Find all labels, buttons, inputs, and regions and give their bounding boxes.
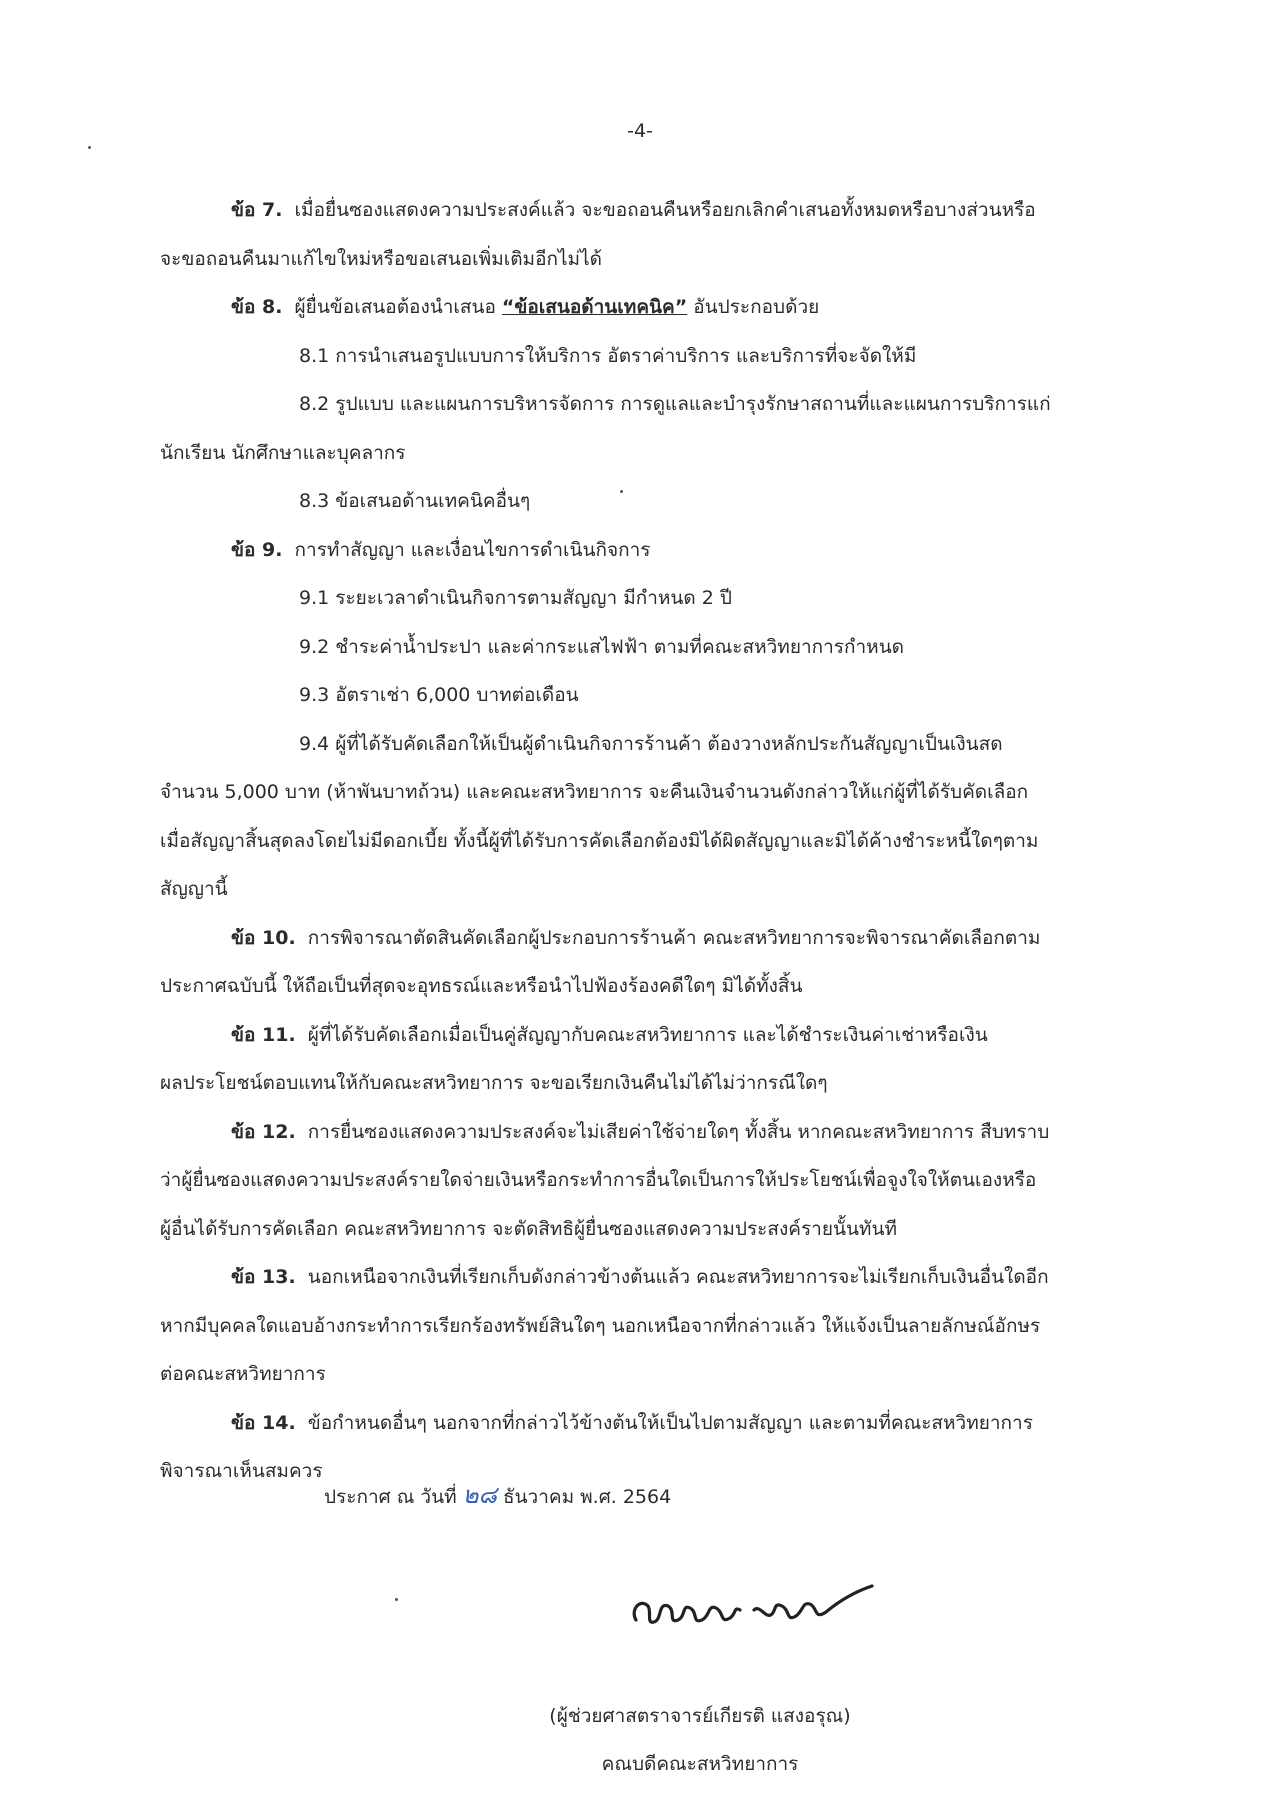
subclause-8-2: 8.2 รูปแบบ และแผนการบริหารจัดการ การดูแลและบำรุงรักษาสถานที่และแผนการบริการแก่ <box>299 393 1051 415</box>
subclause-8-2-continuation: นักเรียน นักศึกษาและบุคลากร <box>160 441 406 464</box>
scan-speck <box>395 1598 398 1601</box>
clause-14-continuation: พิจารณาเห็นสมควร <box>160 1460 323 1482</box>
clause-12 <box>160 1108 1150 1157</box>
clause-11 <box>160 1011 1150 1060</box>
clause-text: นอกเหนือจากเงินที่เรียกเก็บดังกล่าวข้างต้นแล้ว คณะสหวิทยาการจะไม่เรียกเก็บเงินอื่นใดอีก <box>307 1266 1049 1288</box>
signer-name: (ผู้ช่วยศาสตราจารย์เกียรติ แสงอรุณ) <box>549 1705 851 1727</box>
clause-heading: ข้อ 14. <box>231 1411 296 1434</box>
clause-heading: ข้อ 11. <box>231 1023 296 1046</box>
clause-7 <box>160 186 1150 235</box>
document-body <box>160 186 1150 1496</box>
clause-14 <box>160 1399 1150 1448</box>
announcement-prefix: ประกาศ ณ วันที่ <box>324 1486 457 1508</box>
clause-8 <box>160 283 1150 332</box>
clause-11-continuation: ผลประโยชน์ตอบแทนให้กับคณะสหวิทยาการ จะขอเรียกเงินคืนไม่ได้ไม่ว่ากรณีใดๆ <box>160 1072 828 1094</box>
clause-heading: ข้อ 13. <box>231 1266 296 1288</box>
clause-text: อันประกอบด้วย <box>693 296 820 318</box>
clause-text: การพิจารณาตัดสินคัดเลือกผู้ประกอบการร้านค้า คณะสหวิทยาการจะพิจารณาคัดเลือกตาม <box>307 926 1041 949</box>
technical-proposal-term: “ข้อเสนอด้านเทคนิค” <box>501 296 688 318</box>
clause-text: ข้อกำหนดอื่นๆ นอกจากที่กล่าวไว้ข้างต้นให้เป็นไปตามสัญญา และตามที่คณะสหวิทยาการ <box>307 1411 1033 1434</box>
clause-10-continuation: ประกาศฉบับนี้ ให้ถือเป็นที่สุดจะอุทธรณ์และหรือนำไปฟ้องร้องคดีใดๆ มิได้ทั้งสิ้น <box>160 975 803 997</box>
clause-13-line-2: หากมีบุคคลใดแอบอ้างกระทำการเรียกร้องทรัพย์สินใดๆ นอกเหนือจากที่กล่าวแล้ว ให้แจ้งเป็นลายลักษณ์อักษร <box>160 1314 1041 1337</box>
signer-title: คณบดีคณะสหวิทยาการ <box>601 1753 799 1775</box>
page-number: -4- <box>627 120 653 142</box>
clause-text: ผู้ที่ได้รับคัดเลือกเมื่อเป็นคู่สัญญากับคณะสหวิทยาการ และได้ชำระเงินค่าเช่าหรือเงิน <box>307 1023 988 1046</box>
subclause-9-4-line-4: สัญญานี้ <box>160 878 228 900</box>
subclause-9-1: 9.1 ระยะเวลาดำเนินกิจการตามสัญญา มีกำหนด 2 ปี <box>299 587 732 609</box>
clause-heading: ข้อ 12. <box>231 1120 296 1143</box>
clause-12-line-3: ผู้อื่นได้รับการคัดเลือก คณะสหวิทยาการ จะตัดสิทธิผู้ยื่นซองแสดงความประสงค์รายนั้นทันที <box>160 1217 897 1240</box>
clause-heading: ข้อ 10. <box>231 926 296 949</box>
announcement-date <box>324 1475 671 1514</box>
clause-text: การทำสัญญา และเงื่อนไขการดำเนินกิจการ <box>294 538 651 561</box>
clause-9 <box>160 526 1150 575</box>
signer-block <box>530 1692 870 1788</box>
clause-heading: ข้อ 8. <box>231 296 283 318</box>
clause-12-line-2: ว่าผู้ยื่นซองแสดงความประสงค์รายใดจ่ายเงินหรือกระทำการอื่นใดเป็นการให้ประโยชน์เพื่อจูงใจให้ตนเองหรือ <box>160 1169 1037 1191</box>
signature-image <box>628 1580 878 1640</box>
scan-speck <box>88 146 91 149</box>
subclause-9-4-line-3: เมื่อสัญญาสิ้นสุดลงโดยไม่มีดอกเบี้ย ทั้งนี้ผู้ที่ได้รับการคัดเลือกต้องมิได้ผิดสัญญาและมิได้ค้างชำระหนี้ใดๆตาม <box>160 829 1039 852</box>
subclause-8-1: 8.1 การนำเสนอรูปแบบการให้บริการ อัตราค่าบริการ และบริการที่จะจัดให้มี <box>299 344 917 367</box>
subclause-9-4: 9.4 ผู้ที่ได้รับคัดเลือกให้เป็นผู้ดำเนินกิจการร้านค้า ต้องวางหลักประกันสัญญาเป็นเงินสด <box>299 732 1003 755</box>
clause-7-continuation: จะขอถอนคืนมาแก้ไขใหม่หรือขอเสนอเพิ่มเติมอีกไม่ได้ <box>160 247 602 270</box>
subclause-9-2: 9.2 ชำระค่าน้ำประปา และค่ากระแสไฟฟ้า ตามที่คณะสหวิทยาการกำหนด <box>299 635 905 658</box>
clause-13 <box>160 1253 1150 1302</box>
handwritten-day: ๒๘ <box>462 1481 497 1509</box>
clause-13-line-3: ต่อคณะสหวิทยาการ <box>160 1363 326 1385</box>
clause-10 <box>160 914 1150 963</box>
announcement-suffix: ธันวาคม พ.ศ. 2564 <box>502 1486 672 1508</box>
clause-heading: ข้อ 7. <box>231 199 283 221</box>
subclause-9-4-line-2: จำนวน 5,000 บาท (ห้าพันบาทถ้วน) และคณะสหวิทยาการ จะคืนเงินจำนวนดังกล่าวให้แก่ผู้ที่ได้รับคัดเลือก <box>160 781 1029 803</box>
clause-heading: ข้อ 9. <box>231 538 283 561</box>
clause-text: เมื่อยื่นซองแสดงความประสงค์แล้ว จะขอถอนคืนหรือยกเลิกคำเสนอทั้งหมดหรือบางส่วนหรือ <box>294 199 1036 221</box>
subclause-9-3: 9.3 อัตราเช่า 6,000 บาทต่อเดือน <box>299 684 579 706</box>
clause-text: การยื่นซองแสดงความประสงค์จะไม่เสียค่าใช้จ่ายใดๆ ทั้งสิ้น หากคณะสหวิทยาการ สืบทราบ <box>307 1120 1050 1143</box>
subclause-8-3: 8.3 ข้อเสนอด้านเทคนิคอื่นๆ <box>299 490 531 512</box>
clause-text: ผู้ยื่นข้อเสนอต้องนำเสนอ <box>294 296 496 318</box>
